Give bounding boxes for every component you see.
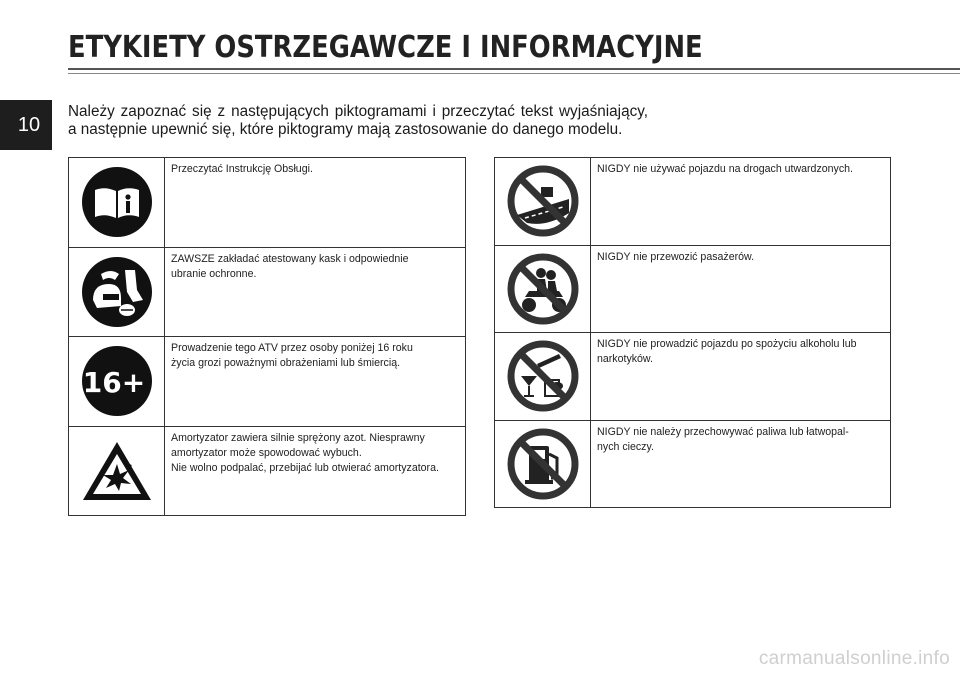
pictogram-cell	[69, 247, 165, 337]
table-row	[69, 247, 466, 337]
no-paved-roads-icon	[507, 165, 579, 237]
pictogram-cell	[495, 158, 591, 246]
pictogram-text	[165, 426, 466, 516]
table-row	[69, 337, 466, 427]
title-rule	[68, 68, 960, 70]
intro-line-2: a następnie upewnić się, które piktogramy mają zastosowanie do danego modelu.	[68, 121, 623, 138]
chapter-tab: 10	[0, 100, 52, 150]
table-row	[69, 158, 466, 248]
pictogram-cell	[69, 426, 165, 516]
pictogram-description: NIGDY nie przewozić pasażerów.	[597, 250, 755, 263]
pictogram-description: Prowadzenie tego ATV przez osoby poniżej 16 roku życia grozi poważnymi obrażeniami lub śmiercią.	[171, 342, 413, 369]
read-manual-icon	[81, 166, 153, 238]
pictogram-description: NIGDY nie należy przechowywać paliwa lub łatwopal- nych cieczy.	[597, 425, 849, 453]
pictogram-table-left	[68, 157, 466, 516]
age-label: 16+	[82, 366, 145, 400]
no-fuel-storage-icon	[507, 428, 579, 500]
table-row	[495, 333, 891, 421]
table-row	[495, 158, 891, 246]
pictogram-cell	[69, 337, 165, 427]
watermark-text: carmanualsonline.info	[758, 648, 950, 669]
explosion-warning-icon	[81, 438, 153, 504]
pictogram-cell	[69, 158, 165, 248]
pictogram-cell	[495, 420, 591, 508]
page-title: ETYKIETY OSTRZEGAWCZE I INFORMACYJNE	[68, 30, 703, 65]
title-rule-thin	[68, 73, 960, 74]
pictogram-description: Amortyzator zawiera silnie sprężony azot. Niesprawny amortyzator może spowodować wybuch. Nie wolno podpalać, przebijać lub otwierać amortyzatora.	[171, 431, 439, 474]
intro-paragraph	[68, 103, 648, 139]
pictogram-cell	[495, 245, 591, 333]
pictogram-text	[591, 245, 891, 333]
table-row	[495, 420, 891, 508]
pictogram-text	[591, 333, 891, 421]
pictogram-description: NIGDY nie prowadzić pojazdu po spożyciu alkoholu lub narkotyków.	[597, 338, 857, 365]
pictogram-text	[591, 420, 891, 508]
pictogram-description: ZAWSZE zakładać atestowany kask i odpowiednie ubranie ochronne.	[171, 252, 409, 280]
age-16-plus-icon	[81, 345, 153, 417]
pictogram-text	[165, 158, 466, 248]
table-row	[495, 245, 891, 333]
no-alcohol-drugs-icon	[507, 340, 579, 412]
pictogram-cell	[495, 333, 591, 421]
no-passengers-icon	[507, 253, 579, 325]
intro-line-1: Należy zapoznać się z następujących piktogramami i przeczytać tekst wyjaśniający,	[68, 103, 648, 120]
pictogram-text	[591, 158, 891, 246]
pictogram-text	[165, 337, 466, 427]
pictogram-text	[165, 247, 466, 337]
table-row	[69, 426, 466, 516]
pictogram-description: Przeczytać Instrukcję Obsługi.	[171, 163, 313, 175]
pictogram-description: NIGDY nie używać pojazdu na drogach utwardzonych.	[597, 163, 853, 175]
protective-gear-icon	[81, 256, 153, 328]
pictogram-table-right	[494, 157, 891, 508]
